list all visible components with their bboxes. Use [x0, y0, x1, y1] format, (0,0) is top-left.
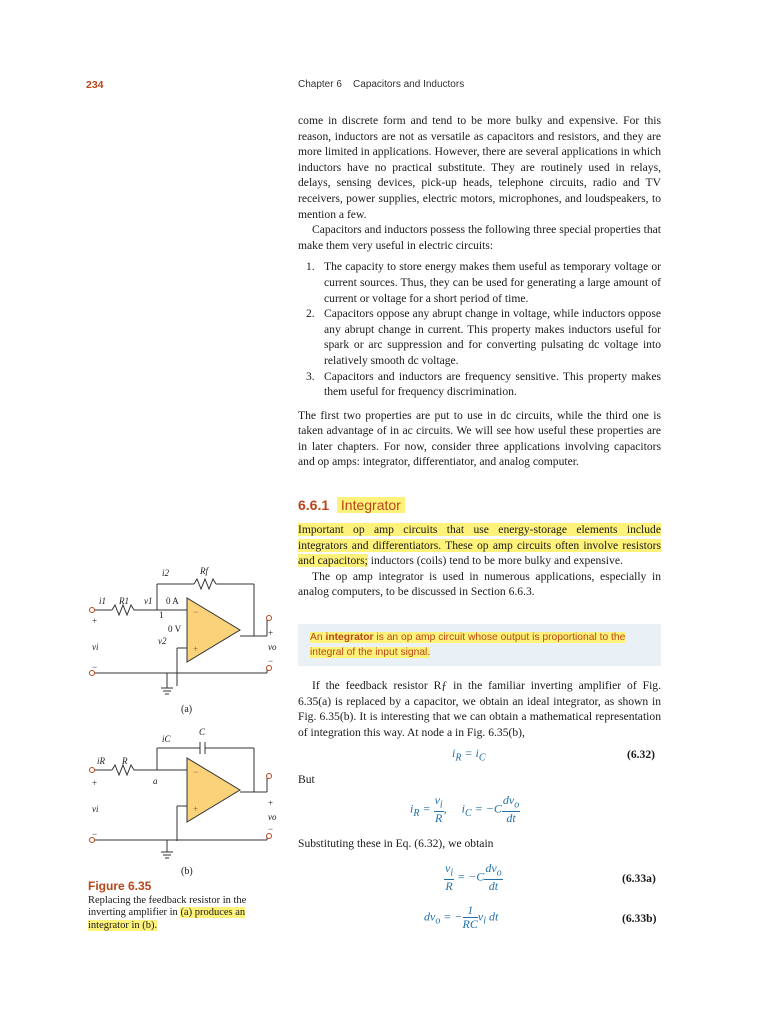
equation-6-33a: $\frac{v_i}{R}$ = −C $\frac{dv_o}{dt}$	[445, 861, 502, 894]
paragraph: If the feedback resistor Rƒ in the familiar inverting amplifier of Fig. 6.35(a) is replaced by a capacitor, we obtain an ideal integrator, as shown in Fig. 6.35(b). It is interesting that we can obtain a mathematical representation of integration this way. At node a in Fig. 6.35(b),	[298, 679, 661, 739]
subfigure-label-a: (a)	[181, 704, 193, 715]
svg-text:vi: vi	[92, 804, 99, 814]
svg-text:+: +	[193, 804, 199, 814]
equation-6-33b: $dv_o$ = − $\frac{1}{RC}$ $v_i$ dt	[424, 903, 499, 931]
figure-caption: Figure 6.35 Replacing the feedback resistor in the inverting amplifier in (a) produces an integrator in (b).	[88, 880, 278, 932]
svg-text:0 V: 0 V	[168, 624, 182, 634]
circuit-figure-a	[82, 560, 292, 720]
svg-text:−: −	[268, 656, 274, 666]
svg-text:vo: vo	[268, 642, 277, 652]
svg-text:R: R	[122, 756, 128, 766]
list-item: 1. The capacity to store energy makes them useful as temporary voltage or current sources. Thus, they can be used for generating a large amount of current or voltage for a short period of time.	[306, 260, 661, 305]
equation-currents: $i_R$ = $\frac{v_i}{R}$ , $i_C = -C$ $\frac{dv_o}{dt}$	[410, 793, 520, 826]
equation-number: (6.33a)	[622, 872, 656, 885]
paragraph: come in discrete form and tend to be more bulky and expensive. For this reason, inductors are not as versatile as capacitors and resistors, and they are more limited in applications. However, there are several applications in which inductors have no practical substitute. They are routinely used in relays, delays, sensing devices, pick-up heads, telephone circuits, radio and TV receivers, power supplies, electric motors, microphones, and loudspeakers, to mention a few.	[298, 114, 661, 221]
page-number: 234	[86, 79, 104, 91]
svg-text:R1: R1	[119, 596, 129, 606]
svg-text:−: −	[268, 824, 274, 834]
equation-6-32: $i_R = i_C$	[452, 746, 486, 764]
svg-text:a: a	[153, 776, 158, 786]
svg-text:C: C	[199, 727, 206, 737]
svg-text:v1: v1	[144, 596, 153, 606]
definition-box: An integrator is an op amp circuit whose output is proportional to the integral of the input signal.	[298, 624, 661, 666]
svg-text:iR: iR	[97, 756, 105, 766]
svg-text:Rf: Rf	[200, 566, 208, 576]
svg-text:vo: vo	[268, 812, 277, 822]
paragraph: The first two properties are put to use in dc circuits, while the third one is taken advantage of in ac circuits. We will see how useful these properties are in later chapters. For now, consider three applications involving capacitors and op amps: integrator, differentiator, and analog computer.	[298, 408, 661, 469]
svg-text:−: −	[193, 607, 199, 617]
svg-text:−: −	[92, 662, 98, 672]
svg-text:i1: i1	[99, 596, 107, 606]
body-text-para4	[298, 678, 661, 740]
equation-number: (6.32)	[627, 748, 656, 761]
subfigure-label-b: (b)	[181, 866, 193, 877]
section-title: Integrator	[337, 497, 405, 513]
list-item: 3. Capacitors and inductors are frequency sensitive. This property makes them useful for frequency discrimination.	[306, 369, 661, 399]
svg-text:+: +	[268, 628, 274, 638]
svg-text:+: +	[92, 616, 98, 626]
svg-text:1: 1	[159, 610, 164, 620]
svg-text:+: +	[268, 798, 274, 808]
properties-list	[298, 259, 661, 399]
text-substituting: Substituting these in Eq. (6.32), we obtain	[298, 837, 494, 850]
running-header: Chapter 6 Capacitors and Inductors	[298, 79, 465, 90]
list-item: 2. Capacitors oppose any abrupt change in voltage, while inductors oppose any abrupt change in current. This property makes inductors useful for spark or arc suppression and for converting pulsating dc voltage into relatively smooth dc voltage.	[306, 307, 661, 367]
circuit-figure-b	[82, 726, 292, 876]
svg-text:i2: i2	[162, 568, 170, 578]
figure-title: Figure 6.35	[88, 879, 152, 893]
text-but: But	[298, 773, 315, 786]
paragraph: Capacitors and inductors possess the following three special properties that make them very useful in electric circuits:	[298, 223, 661, 252]
svg-text:+: +	[193, 644, 199, 654]
svg-text:+: +	[92, 778, 98, 788]
body-text-section	[298, 522, 661, 600]
svg-text:−: −	[92, 829, 98, 839]
equation-number: (6.33b)	[622, 912, 657, 925]
paragraph: The op amp integrator is used in numerous applications, especially in analog computers, to be discussed in Section 6.6.3.	[298, 569, 661, 599]
body-text-top	[298, 113, 661, 470]
svg-text:vi: vi	[92, 642, 99, 652]
section-heading: 6.6.1 Integrator	[298, 497, 405, 513]
svg-text:0 A: 0 A	[166, 596, 179, 606]
svg-text:−: −	[193, 767, 199, 777]
svg-text:iC: iC	[162, 734, 171, 744]
svg-text:v2: v2	[158, 636, 167, 646]
paragraph: Important op amp circuits that use energy-storage elements include integrators and differentiators. These op amp circuits often involve resistors and capacitors; inductors (coils) tend to be more bulky and expensive.	[298, 523, 661, 568]
